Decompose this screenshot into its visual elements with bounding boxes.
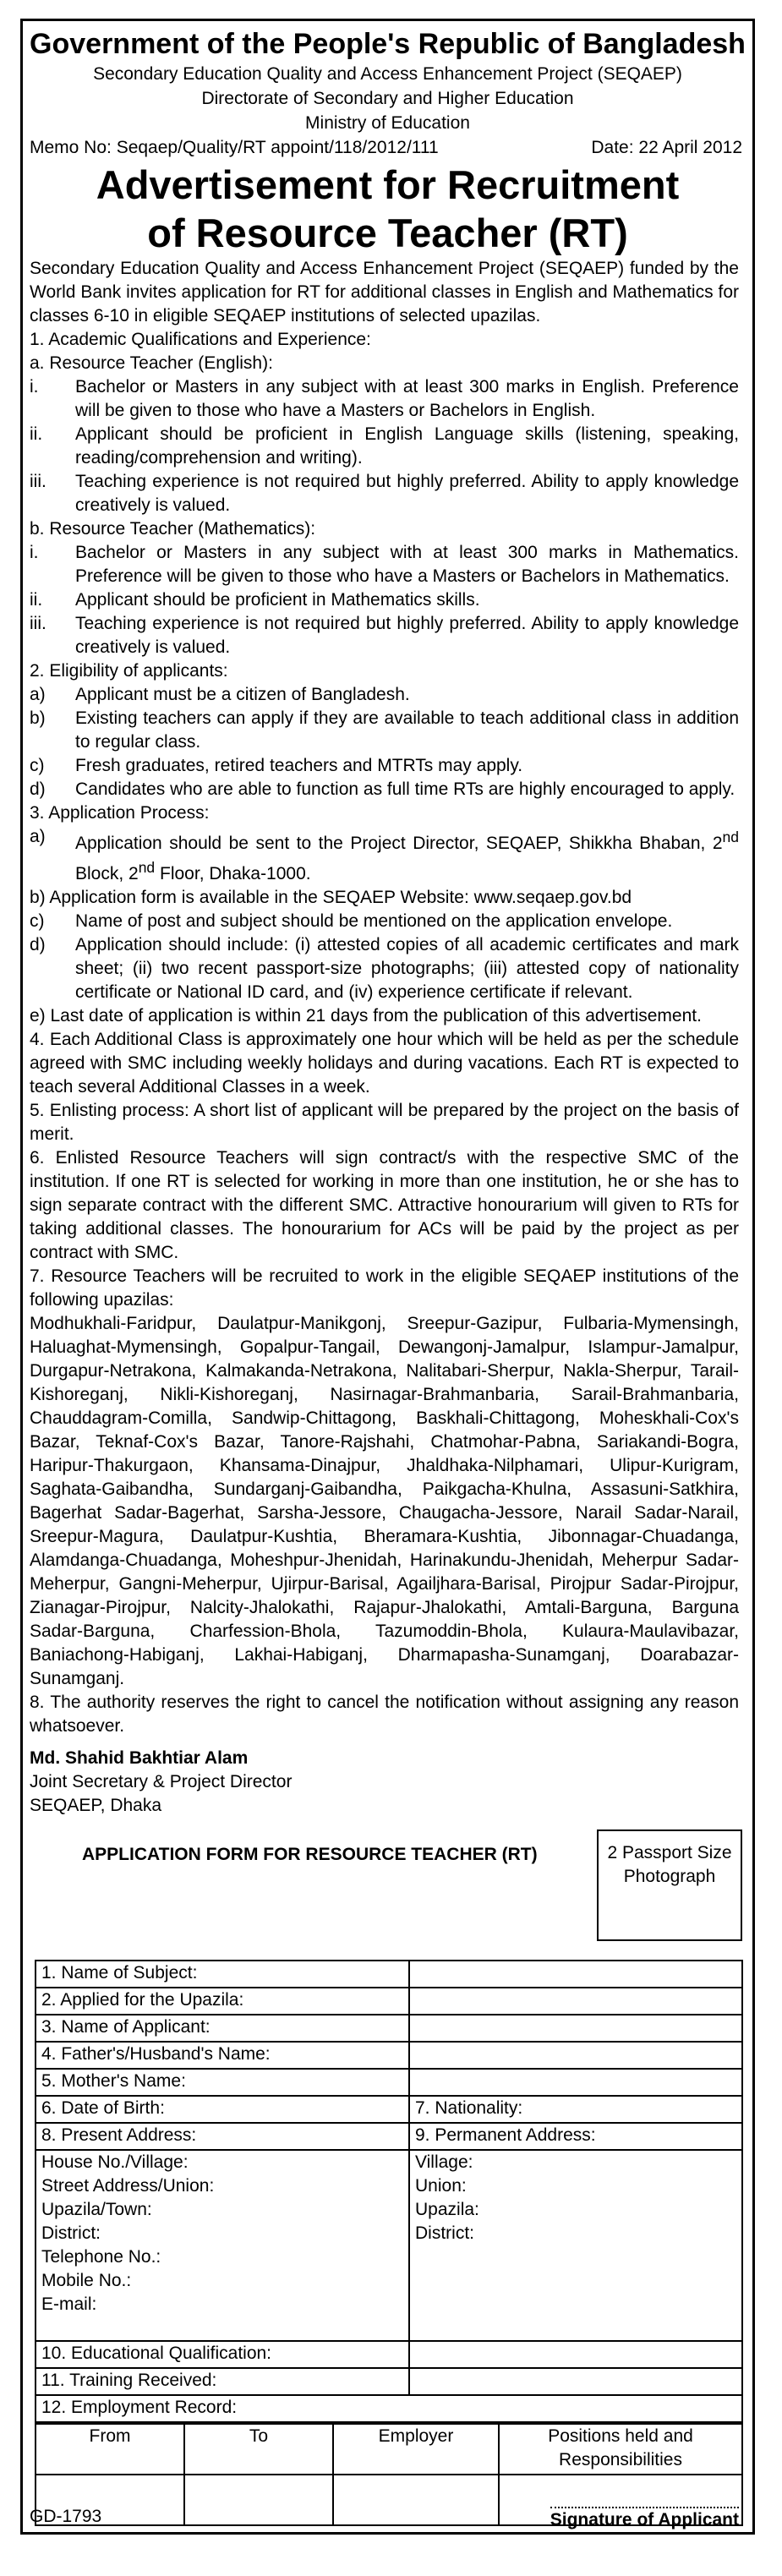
employment-position-header: Positions held and Responsibilities xyxy=(499,2424,742,2475)
field-value xyxy=(409,2042,742,2069)
advertisement-page xyxy=(20,19,755,2535)
form-header xyxy=(23,1821,752,1960)
list-item: iii. Teaching experience is not required but highly preferred. Ability to apply knowledge creatively is valued. xyxy=(30,614,739,657)
field-mother-name: 5. Mother's Name: xyxy=(36,2069,409,2096)
section-1b-heading: b. Resource Teacher (Mathematics): xyxy=(30,519,316,539)
list-item: b) Existing teachers can apply if they are available to teach additional class in addition to regular class. xyxy=(30,708,739,752)
header xyxy=(23,26,752,135)
section-8: 8. The authority reserves the right to cancel the notification without assigning any reason whatsoever. xyxy=(30,1693,739,1736)
permanent-union: Union: xyxy=(415,2176,467,2196)
memo-number: Memo No: Seqaep/Quality/RT appoint/118/2012/111 xyxy=(30,138,439,157)
signatory-designation: Joint Secretary & Project Director xyxy=(30,1772,293,1791)
list-item: d) Application should include: (i) attested copies of all academic certificates and mark sheet; (ii) two recent passport-size photographs; (iii) attested copy of nationality certificate or National ID card, and (iv) experience certificate if relevant. xyxy=(30,935,739,1002)
field-applied-upazila: 2. Applied for the Upazila: xyxy=(36,1988,409,2015)
field-educational-qualification: 10. Educational Qualification: xyxy=(36,2341,409,2368)
present-address-block xyxy=(36,2150,409,2341)
list-item: c) Name of post and subject should be mentioned on the application envelope. xyxy=(30,911,673,931)
project-name: Secondary Education Quality and Access Enhancement Project (SEQAEP) xyxy=(93,64,682,84)
field-value xyxy=(409,2069,742,2096)
memo-line xyxy=(23,135,752,161)
section-1-heading: 1. Academic Qualifications and Experience: xyxy=(30,330,371,349)
present-telephone: Telephone No.: xyxy=(41,2247,161,2267)
government-title: Government of the People's Republic of Bangladesh xyxy=(30,28,746,60)
title-line-2: of Resource Teacher (RT) xyxy=(147,211,628,255)
field-present-address: 8. Present Address: xyxy=(36,2123,409,2150)
field-permanent-address: 9. Permanent Address: xyxy=(409,2123,742,2150)
permanent-address-block xyxy=(409,2150,742,2341)
present-mobile: Mobile No.: xyxy=(41,2271,132,2290)
field-name-of-subject: 1. Name of Subject: xyxy=(36,1961,409,1988)
field-value xyxy=(409,2015,742,2042)
list-item: c) Fresh graduates, retired teachers and MTRTs may apply. xyxy=(30,756,523,775)
field-nationality: 7. Nationality: xyxy=(409,2096,742,2123)
memo-date: Date: 22 April 2012 xyxy=(591,138,742,157)
ministry-name: Ministry of Education xyxy=(305,113,470,133)
field-date-of-birth: 6. Date of Birth: xyxy=(36,2096,409,2123)
list-item: i. Bachelor or Masters in any subject with at least 300 marks in English. Preference will be given to those who have a Masters or Bachelors in English. xyxy=(30,377,739,420)
photo-label-2: Photograph xyxy=(623,1867,716,1886)
field-employment-record: 12. Employment Record: xyxy=(36,2395,742,2422)
list-item: d) Candidates who are able to function as full time RTs are highly encouraged to apply. xyxy=(30,779,736,799)
footer xyxy=(30,2507,739,2530)
form-title: APPLICATION FORM FOR RESOURCE TEACHER (RT) xyxy=(82,1845,538,1864)
section-6: 6. Enlisted Resource Teachers will sign contract/s with the respective SMC of the institution. If one RT is selected for working in more than one institution, he or she has to sign separate contract with the different SMC. Attractive honourarium will given to RTs for taking additional classes. The honourarium for ACs will be paid by the project as per contract with SMC. xyxy=(30,1148,739,1262)
present-upazila: Upazila/Town: xyxy=(41,2200,152,2219)
section-4: 4. Each Additional Class is approximately one hour which will be held as per the schedule agreed with SMC including weekly holidays and during vacations. Each RT is expected to teach several Additional Classes in a week. xyxy=(30,1030,739,1097)
field-value xyxy=(409,2368,742,2395)
permanent-district: District: xyxy=(415,2223,474,2243)
present-house: House No./Village: xyxy=(41,2152,189,2172)
permanent-upazila: Upazila: xyxy=(415,2200,479,2219)
advertisement-title xyxy=(23,161,752,257)
list-item: ii. Applicant should be proficient in Mathematics skills. xyxy=(30,590,480,610)
list-item: a) Application should be sent to the Project Director, SEQAEP, Shikkha Bhaban, 2nd Block, 2nd Floor, Dhaka-1000. xyxy=(30,827,739,883)
employment-from-header: From xyxy=(36,2424,184,2475)
section-7-heading: 7. Resource Teachers will be recruited to work in the eligible SEQAEP institutions of the following upazilas: xyxy=(30,1266,739,1310)
application-form-table xyxy=(35,1960,743,2423)
advertisement-body xyxy=(23,257,752,1818)
present-street: Street Address/Union: xyxy=(41,2176,215,2196)
photo-box xyxy=(597,1829,742,1941)
permanent-village: Village: xyxy=(415,2152,473,2172)
field-value xyxy=(409,2341,742,2368)
publication-code: GD-1793 xyxy=(30,2507,102,2526)
list-item: i. Bachelor or Masters in any subject with at least 300 marks in Mathematics. Preference will be given to those who have a Masters or Bachelors in Mathematics. xyxy=(30,543,739,586)
signature-of-applicant: Signature of Applicant xyxy=(550,2507,739,2530)
list-item: ii. Applicant should be proficient in English Language skills (listening, speaking, reading/comprehension and writing). xyxy=(30,424,739,468)
employment-to-header: To xyxy=(184,2424,333,2475)
signatory-block xyxy=(30,1747,739,1818)
title-line-1: Advertisement for Recruitment xyxy=(96,162,680,207)
field-training-received: 11. Training Received: xyxy=(36,2368,409,2395)
list-item: iii. Teaching experience is not required but highly preferred. Ability to apply knowledge creatively is valued. xyxy=(30,472,739,515)
present-email: E-mail: xyxy=(41,2294,97,2314)
photo-label-1: 2 Passport Size xyxy=(607,1843,732,1862)
upazila-list: Modhukhali-Faridpur, Daulatpur-Manikgonj, Sreepur-Gazipur, Fulbaria-Mymensingh, Haluaghat-Mymensingh, Gopalpur-Tangail, Dewangonj-Jamalpur, Islampur-Jamalpur, Durgapur-Netrakona, Kalmakanda-Netrakona, Nalitabari-Sherpur, Nakla-Sherpur, Tarail-Kishoreganj, Nikli-Kishoreganj, Nasirnagar-Brahmanbaria, Sarail-Brahmanbaria, Chauddagram-Comilla, Sandwip-Chittagong, Baskhali-Chittagong, Moheskhali-Cox's Bazar, Teknaf-Cox's Bazar, Tanore-Rajshahi, Chatmohar-Pabna, Sariakandi-Bogra, Haripur-Thakurgaon, Khansama-Dinajpur, Jhaldhaka-Nilphamari, Ulipur-Kurigram, Saghata-Gaibandha, Sundarganj-Gaibandha, Paikgacha-Khulna, Assasuni-Satkhira, Bagerhat Sadar-Bagerhat, Sarsha-Jessore, Chaugacha-Jessore, Narail Sadar-Narail, Sreepur-Magura, Daulatpur-Kushtia, Bheramara-Kushtia, Jibonnagar-Chuadanga, Alamdanga-Chuadanga, Moheshpur-Jhenidah, Harinakundu-Jhenidah, Meherpur Sadar-Meherpur, Gangni-Meherpur, Ujirpur-Barisal, Agailjhara-Barisal, Pirojpur Sadar-Pirojpur, Zianagar-Pirojpur, Nalcity-Jhalokathi, Rajapur-Jhalokathi, Amtali-Barguna, Barguna Sadar-Barguna, Charfession-Bhola, Tazumoddin-Bhola, Kulaura-Maulavibazar, Baniachong-Habiganj, Lakhai-Habiganj, Dharmapasha-Sunamganj, Doarabazar-Sunamganj. xyxy=(30,1314,739,1688)
field-value xyxy=(409,1961,742,1988)
section-5: 5. Enlisting process: A short list of applicant will be prepared by the project on the basis of merit. xyxy=(30,1101,739,1144)
signatory-office: SEQAEP, Dhaka xyxy=(30,1796,162,1815)
list-item: a) Applicant must be a citizen of Bangladesh. xyxy=(30,685,410,704)
signatory-name: Md. Shahid Bakhtiar Alam xyxy=(30,1748,249,1768)
section-3-heading: 3. Application Process: xyxy=(30,803,210,823)
section-1a-heading: a. Resource Teacher (English): xyxy=(30,353,273,373)
directorate-name: Directorate of Secondary and Higher Education xyxy=(201,89,574,108)
present-district: District: xyxy=(41,2223,101,2243)
section-3e: e) Last date of application is within 21 days from the publication of this advertisement. xyxy=(30,1006,702,1025)
field-name-of-applicant: 3. Name of Applicant: xyxy=(36,2015,409,2042)
section-3b: b) Application form is available in the SEQAEP Website: www.seqaep.gov.bd xyxy=(30,888,632,907)
field-value xyxy=(409,1988,742,2015)
field-father-husband-name: 4. Father's/Husband's Name: xyxy=(36,2042,409,2069)
intro-paragraph: Secondary Education Quality and Access Enhancement Project (SEQAEP) funded by the World Bank invites application for RT for additional classes in English and Mathematics for classes 6-10 in eligible SEQAEP institutions of selected upazilas. xyxy=(30,259,739,325)
section-2-heading: 2. Eligibility of applicants: xyxy=(30,661,228,681)
employment-employer-header: Employer xyxy=(333,2424,499,2475)
